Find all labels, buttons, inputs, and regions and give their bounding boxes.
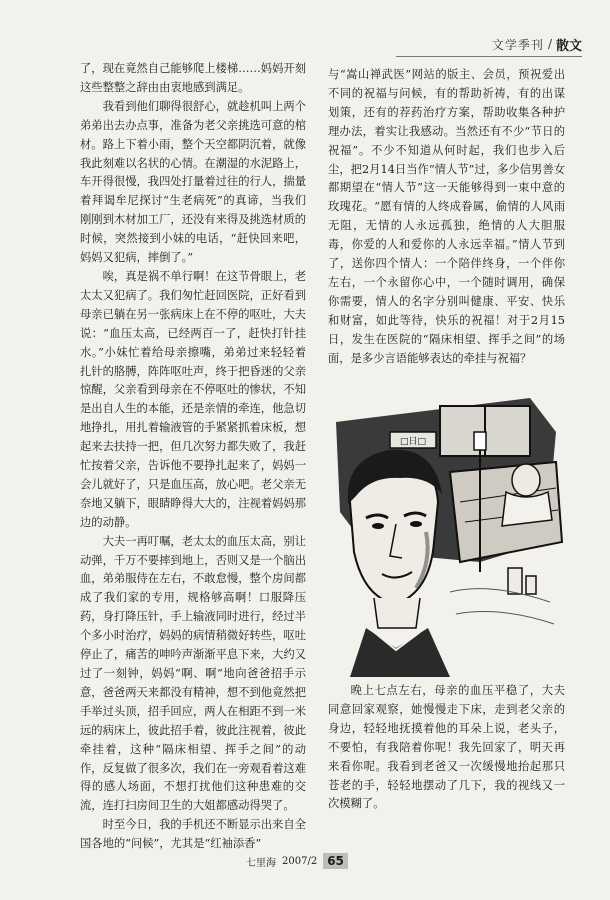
journal-name: 七里海 <box>246 857 276 869</box>
paragraph: 唉，真是祸不单行啊！在这节骨眼上，老太太又犯病了。我们匆忙赶回医院，正好看到母亲已躺在另一张病床上在不停的呕吐，大夫说：“血压太高，已经两百一了，赶快打针挂水。”小妹忙着给母亲擦嘴，弟弟过来轻轻着扎针的胳膊，阵阵呕吐声，终于把昏迷的父亲惊醒，父亲看到母亲在不停呕吐的惨状，不知是出自人生的本能，还是亲情的牵连，他急切地挣扎，用扎着输液管的手紧紧抓着床板，想起来去扶持一把，但几次努力都失败了，我赶忙按着父亲，告诉他不要挣扎起来了，妈妈一会儿就好了，只是血压高，放心吧。老父亲无奈地又躺下，眼睛睁得大大的，注视着妈妈那边的动静。 <box>80 269 306 529</box>
page-footer <box>246 852 348 870</box>
header-separator: / <box>547 37 552 51</box>
patient-head <box>512 464 540 496</box>
patient-blanket <box>502 492 552 526</box>
page-header <box>492 34 582 54</box>
medicine-bottle <box>508 568 522 594</box>
magazine-name: 文学季刊 <box>491 37 544 52</box>
header-rule <box>396 56 582 57</box>
right-column-top <box>328 66 565 369</box>
paragraph: 时至今日，我的手机还不断显示出来自全国各地的“问候”，尤其是“红袖添香” <box>80 818 306 851</box>
right-column-bottom <box>328 682 565 814</box>
medicine-bottle <box>526 576 536 594</box>
paragraph: 晚上七点左右，母亲的血压平稳了，大夫同意回家观察，她慢慢走下床，走到老父亲的身边，轻轻地抚摸着他的耳朵上说，老头子，不要怕，有我陪着你呢！我先回家了，明天再来看你呢。我看到老爸又一次缓慢地抬起那只苍老的手，轻轻地摆动了几下，我的视线又一次模糊了。 <box>328 684 565 811</box>
paragraph: 大夫一再叮嘱，老太太的血压太高，别让动弹，千万不要摔到地上，否则又是一个脑出血，弟弟服侍在左右，不敢怠慢，整个房间都成了我们家的专用，规格够高啊！口服降压药，身打降压针，手上输液同时进行，经过半个多小时治疗，妈妈的病情稍微好转些，呕吐停止了，痛苦的呻吟声渐渐平息下来，大约又过了一刻钟，妈妈“啊、啊”地向爸爸招手示意，爸爸两天来都没有精神，想不到他竟然把手举过头顶，招手回应，两人在相距不到一米远的病床上，彼此招手着，彼此注视着，彼此牵挂着，这种“隔床相望、挥手之间”的动作，反复做了很多次，我们在一旁观看着这难得的感人场面，不想打扰他们这种患难的交流，连打扫房间卫生的大姐都感动得哭了。 <box>80 534 306 813</box>
paragraph: 了，现在竟然自己能够爬上楼梯……妈妈开刻这些整整之辞由由衷地感到满足。 <box>80 62 306 94</box>
paragraph: 我看到他们聊得很舒心，就趁机叫上两个弟弟出去办点事，准备为老父亲挑选可意的棺材。路上下着小雨，整个天空都阴沉着，就像我此刻难以名状的心情。在潮湿的水泥路上，车开得很慢，我四处打量着过往的行人，揣量着拜谒牟尼探讨“生老病死”的真谛，当我们刚刚到木材加工厂，还没有来得及挑选材质的时候，突然接到小妹的电话，“赶快回来吧，妈妈又犯病，摔倒了。” <box>80 99 306 265</box>
issue-number: 2007/2 <box>282 855 318 867</box>
left-column <box>80 60 306 854</box>
illustration-hospital-scene <box>330 392 566 677</box>
sign-text: □日□ <box>399 437 427 447</box>
section-name: 散文 <box>555 38 582 54</box>
page-number: 65 <box>323 853 348 869</box>
iv-bag <box>474 432 486 450</box>
paragraph: 与“嵩山禅武医”网站的版主、会员，预祝爱出不同的祝福与问候，有的帮助祈祷，有的出谋划策，还有的荐药治疗方案，帮助收集各种护理办法，着实让我感动。当然还有不少“节日的祝福”。不少不知道从何时起，我们也步入后尘，把2月14日当作“情人节”过，多少信男善女都期望在“情人节”这一天能够得到一束中意的玫瑰花。“愿有情的人终成眷属，偷情的人风雨无阻，无情的人永远孤独，绝情的人大胆服毒，你爱的人和爱你的人永远幸福。”情人节到了，送你四个情人：一个陪伴终身，一个伴你左右，一个永留你心中，一个随时调用，确保你需要，情人的名字分别叫健康、平安、快乐和财富，如此等待，快乐的祝福！对于2月15日，发生在医院的“隔床相望、挥手之间”的场面，是多少言语能够表达的牵挂与祝福？ <box>328 68 565 365</box>
